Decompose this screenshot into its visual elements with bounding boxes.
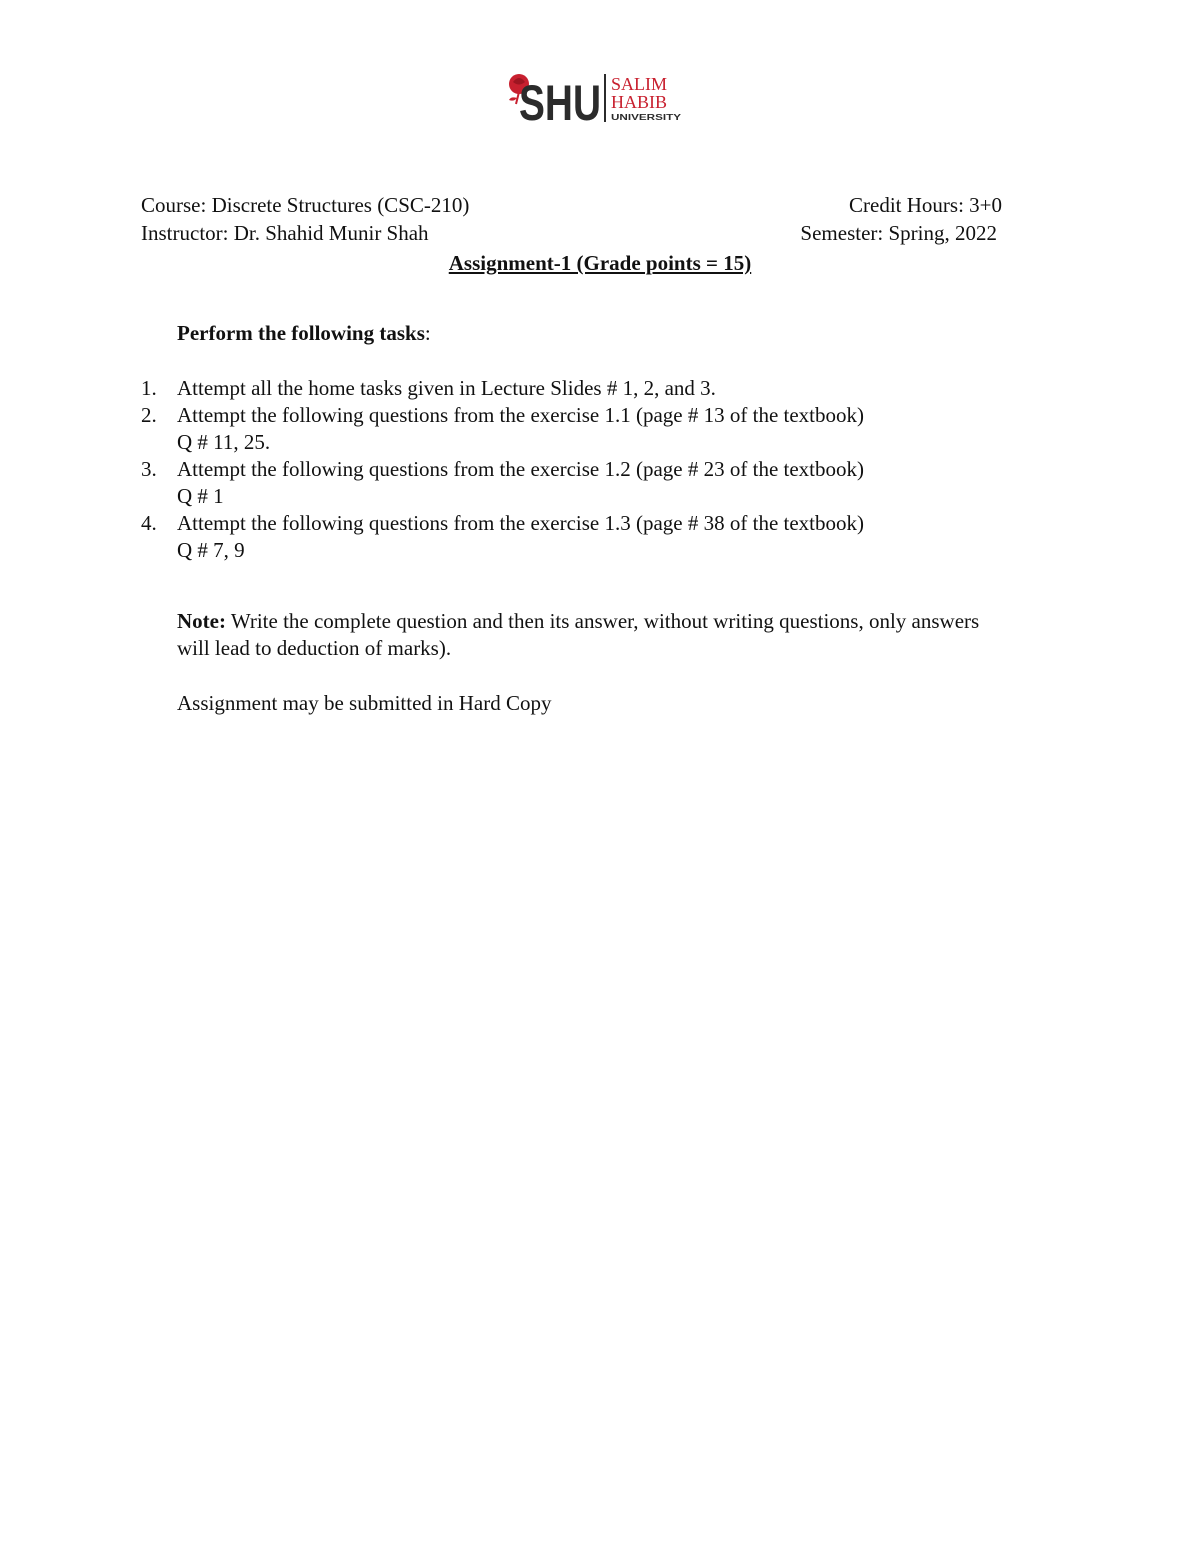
task-number: 3. <box>141 457 157 481</box>
logo-name-line2: HABIB <box>611 92 668 112</box>
course-label: Course: Discrete Structures (CSC-210) <box>141 193 470 217</box>
instructor-label: Instructor: Dr. Shahid Munir Shah <box>141 221 429 245</box>
task-item <box>141 456 1041 510</box>
logo-monogram: SHU <box>519 75 601 126</box>
task-item <box>141 402 1041 456</box>
credit-hours-label: Credit Hours: 3+0 <box>849 193 1002 217</box>
task-item <box>141 510 1041 564</box>
submission-info: Assignment may be submitted in Hard Copy <box>177 691 552 715</box>
note-paragraph <box>177 608 1017 662</box>
task-item <box>141 375 1041 402</box>
tasks-intro-colon: : <box>424 321 431 345</box>
task-number: 2. <box>141 403 157 427</box>
task-number: 1. <box>141 376 157 400</box>
task-questions: Q # 11, 25. <box>177 430 271 454</box>
task-text: Attempt all the home tasks given in Lecture Slides # 1, 2, and 3. <box>177 376 716 400</box>
tasks-intro <box>177 320 431 346</box>
task-questions: Q # 7, 9 <box>177 538 245 562</box>
task-text: Attempt the following questions from the exercise 1.1 (page # 13 of the textbook) <box>177 403 865 427</box>
task-list <box>141 375 1041 564</box>
task-questions: Q # 1 <box>177 484 224 508</box>
tasks-intro-text: Perform the following tasks <box>177 321 425 345</box>
university-logo <box>505 70 685 126</box>
logo-name-line3: UNIVERSITY <box>611 113 682 122</box>
task-text: Attempt the following questions from the exercise 1.2 (page # 23 of the textbook) <box>177 457 865 481</box>
note-text: Write the complete question and then its answer, without writing questions, only answers will lead to deduction of marks). <box>177 609 980 660</box>
note-label: Note: <box>177 609 226 633</box>
semester-label: Semester: Spring, 2022 <box>800 221 997 245</box>
logo-name-line1: SALIM <box>611 74 668 94</box>
assignment-title: Assignment-1 (Grade points = 15) <box>448 251 752 275</box>
task-text: Attempt the following questions from the exercise 1.3 (page # 38 of the textbook) <box>177 511 865 535</box>
task-number: 4. <box>141 511 157 535</box>
university-logo-graphic <box>505 70 685 126</box>
